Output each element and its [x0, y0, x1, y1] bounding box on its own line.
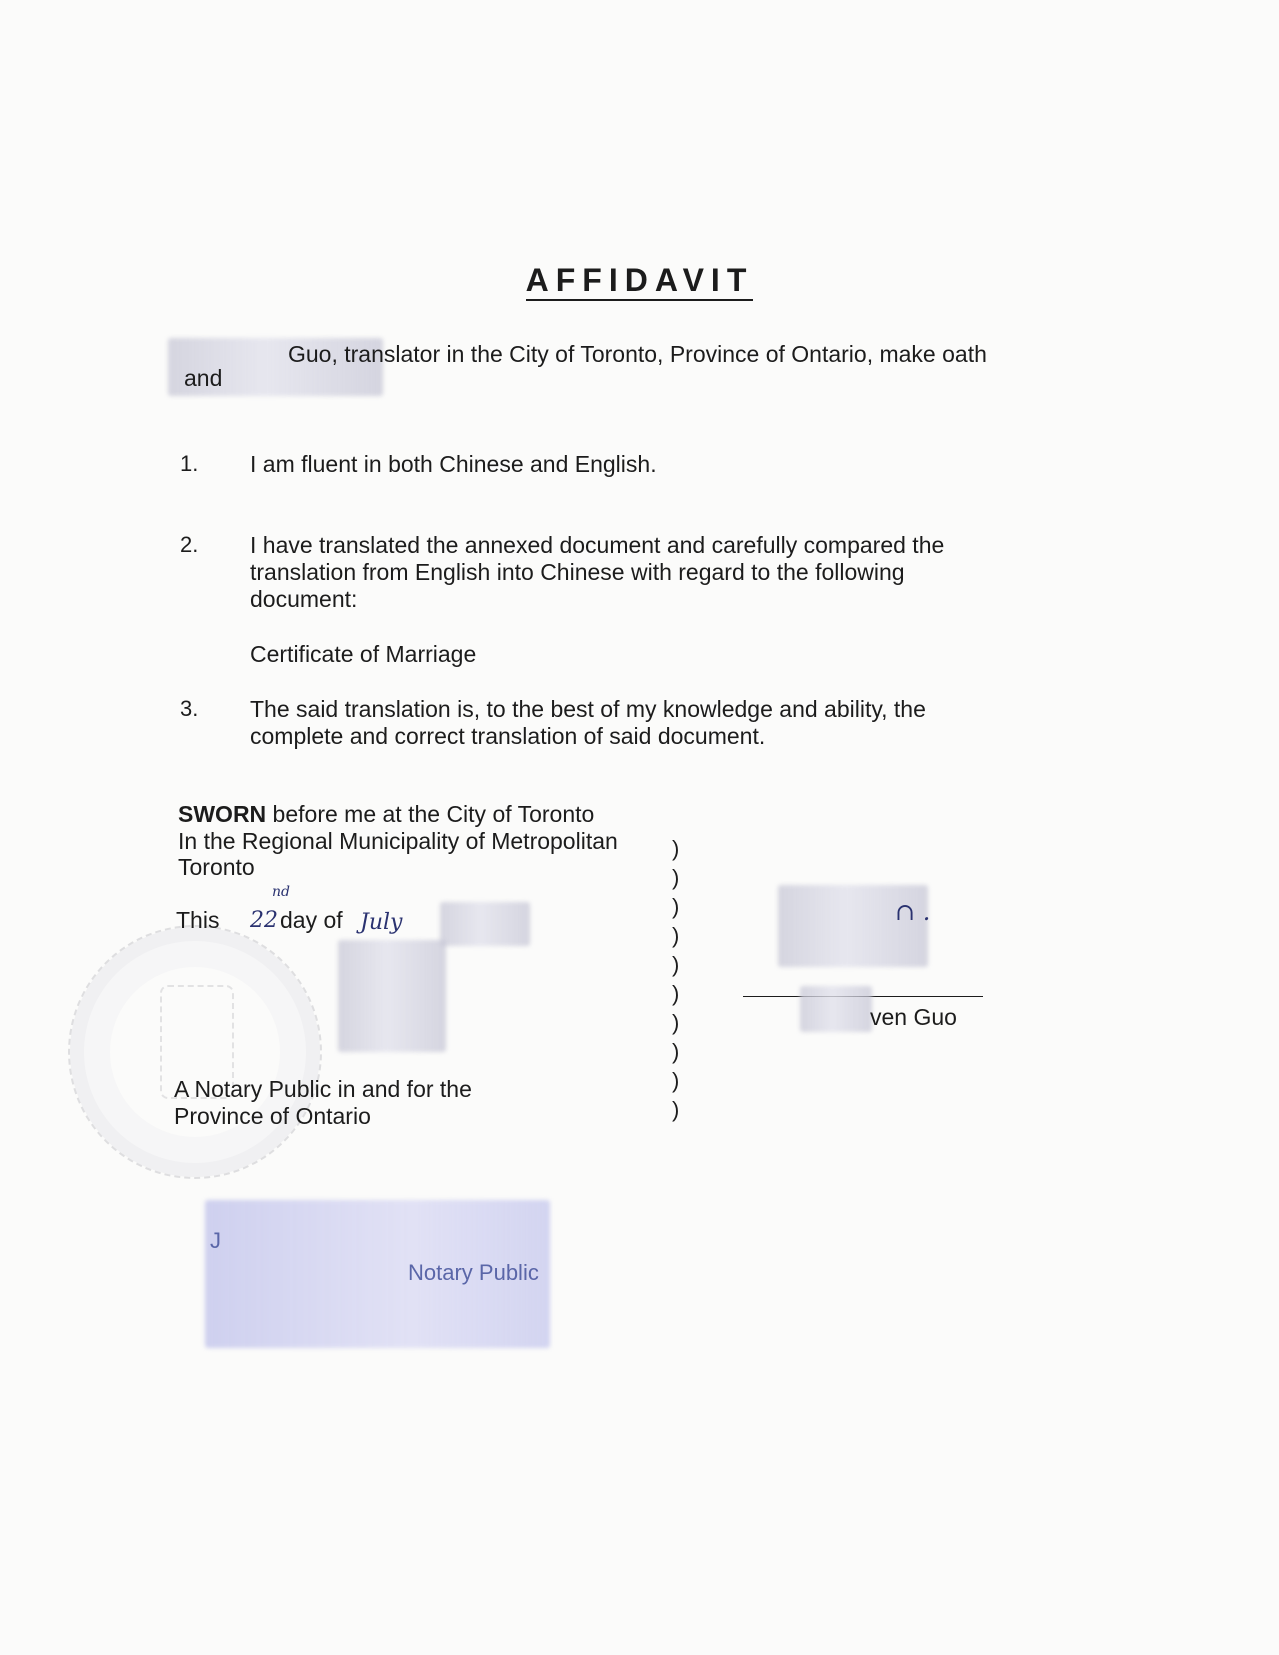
deponent-name: ven Guo [870, 1004, 957, 1030]
opening-line-continuation: and [184, 365, 223, 391]
sworn-line: In the Regional Municipality of Metropolitan [178, 828, 618, 854]
notary-stamp-label: Notary Public [408, 1260, 539, 1285]
handwritten-day-suffix: nd [272, 884, 290, 900]
notary-stamp-initial: J [210, 1228, 221, 1253]
sworn-line: Toronto [178, 854, 255, 880]
item-text: document: [250, 586, 358, 612]
notary-caption: A Notary Public in and for the [174, 1076, 472, 1102]
item-text: I have translated the annexed document and carefully compared the [250, 532, 945, 558]
referenced-document: Certificate of Marriage [250, 641, 477, 667]
document-title: AFFIDAVIT [0, 262, 1279, 299]
sworn-line: SWORN before me at the City of Toronto [178, 801, 595, 827]
item-number: 2. [180, 532, 199, 557]
bracket-column: ) ) ) ) ) ) ) ) ) ) [672, 836, 680, 1122]
handwritten-day: 22 [250, 908, 278, 933]
item-text: I am fluent in both Chinese and English. [250, 451, 657, 477]
date-label-day-of: day of [280, 907, 343, 933]
item-text: The said translation is, to the best of my knowledge and ability, the [250, 696, 926, 722]
item-text: complete and correct translation of said document. [250, 723, 766, 749]
redacted-notary-signature [338, 940, 446, 1052]
opening-line: Guo, translator in the City of Toronto, Province of Ontario, make oath [288, 341, 987, 367]
notary-caption: Province of Ontario [174, 1103, 371, 1129]
item-number: 3. [180, 696, 199, 721]
item-number: 1. [180, 451, 199, 476]
item-text: translation from English into Chinese with regard to the following [250, 559, 905, 585]
handwritten-month: July [360, 910, 403, 935]
redacted-date [440, 902, 530, 946]
redacted-deponent-name [800, 986, 872, 1032]
date-label-this: This [176, 907, 220, 933]
signature-stroke: ∩ . [895, 898, 931, 926]
